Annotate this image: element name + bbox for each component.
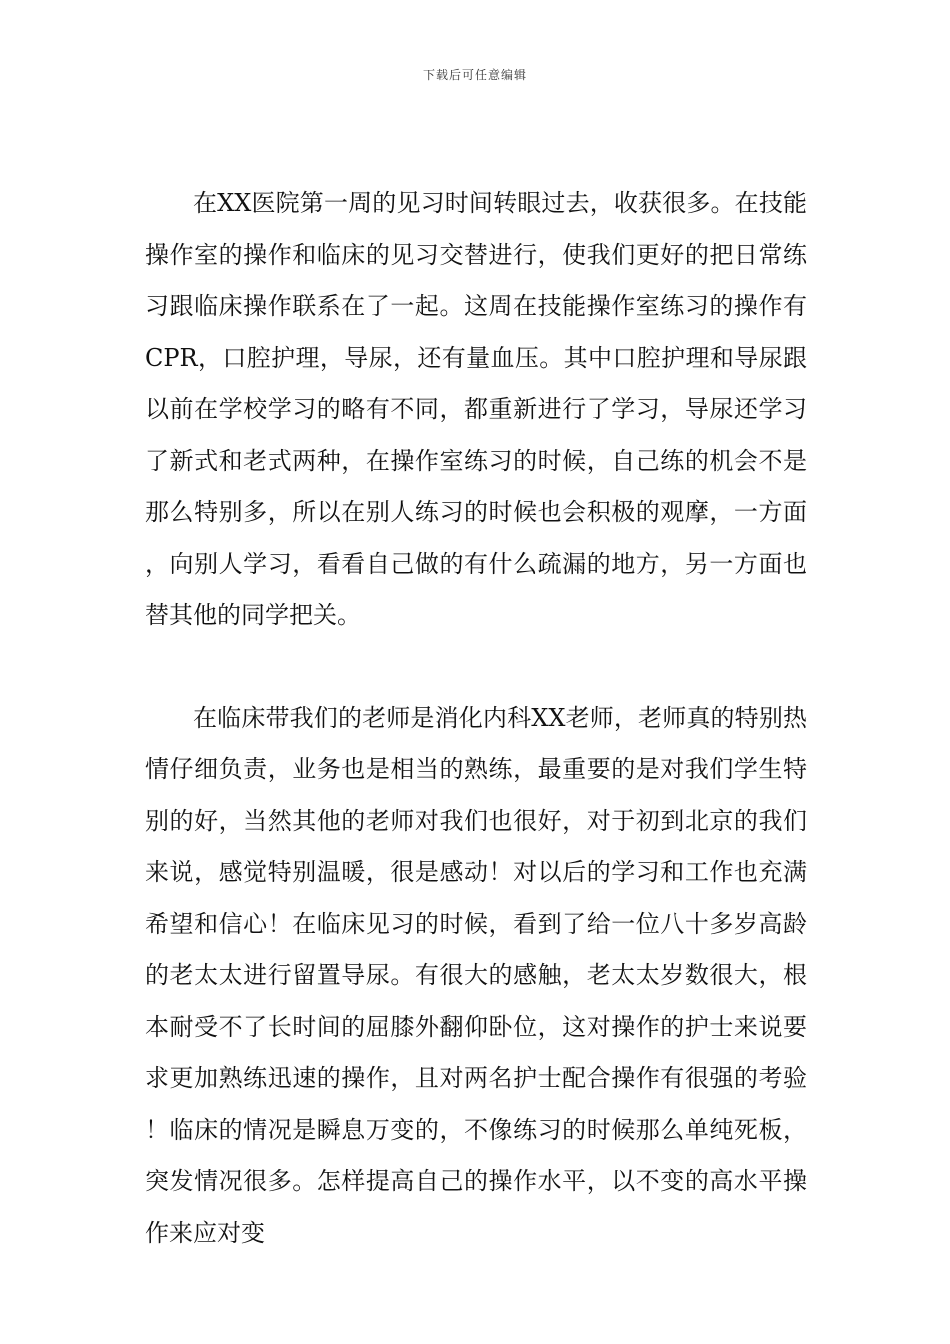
paragraph-2: 在临床带我们的老师是消化内科XX老师，老师真的特别热情仔细负责，业务也是相当的熟练，最重要的是对我们学生特别的好，当然其他的老师对我们也很好，对于初到北京的我们来说，感觉特别温暖，很是感动！对以后的学习和工作也充满希望和信心！在临床见习的时候，看到了给一位八十多岁高龄的老太太进行留置导尿。有很大的感触，老太太岁数很大，根本耐受不了长时间的屈膝外翻仰卧位，这对操作的护士来说要求更加熟练迅速的操作，且对两名护士配合操作有很强的考验！临床的情况是瞬息万变的，不像练习的时候那么单纯死板，突发情况很多。怎样提高自己的操作水平，以不变的高水平操作来应对变 — [145, 703, 807, 1247]
paragraph-1: 在XX医院第一周的见习时间转眼过去，收获很多。在技能操作室的操作和临床的见习交替进行，使我们更好的把日常练习跟临床操作联系在了一起。这周在技能操作室练习的操作有CPR，口腔护理，导尿，还有量血压。其中口腔护理和导尿跟以前在学校学习的略有不同，都重新进行了学习，导尿还学习了新式和老式两种，在操作室练习的时候，自己练的机会不是那么特别多，所以在别人练习的时候也会积极的观摩，一方面，向别人学习，看看自己做的有什么疏漏的地方，另一方面也替其他的同学把关。 — [145, 189, 807, 629]
document-body — [145, 178, 807, 1259]
page-header: 下载后可任意编辑 — [422, 68, 527, 82]
